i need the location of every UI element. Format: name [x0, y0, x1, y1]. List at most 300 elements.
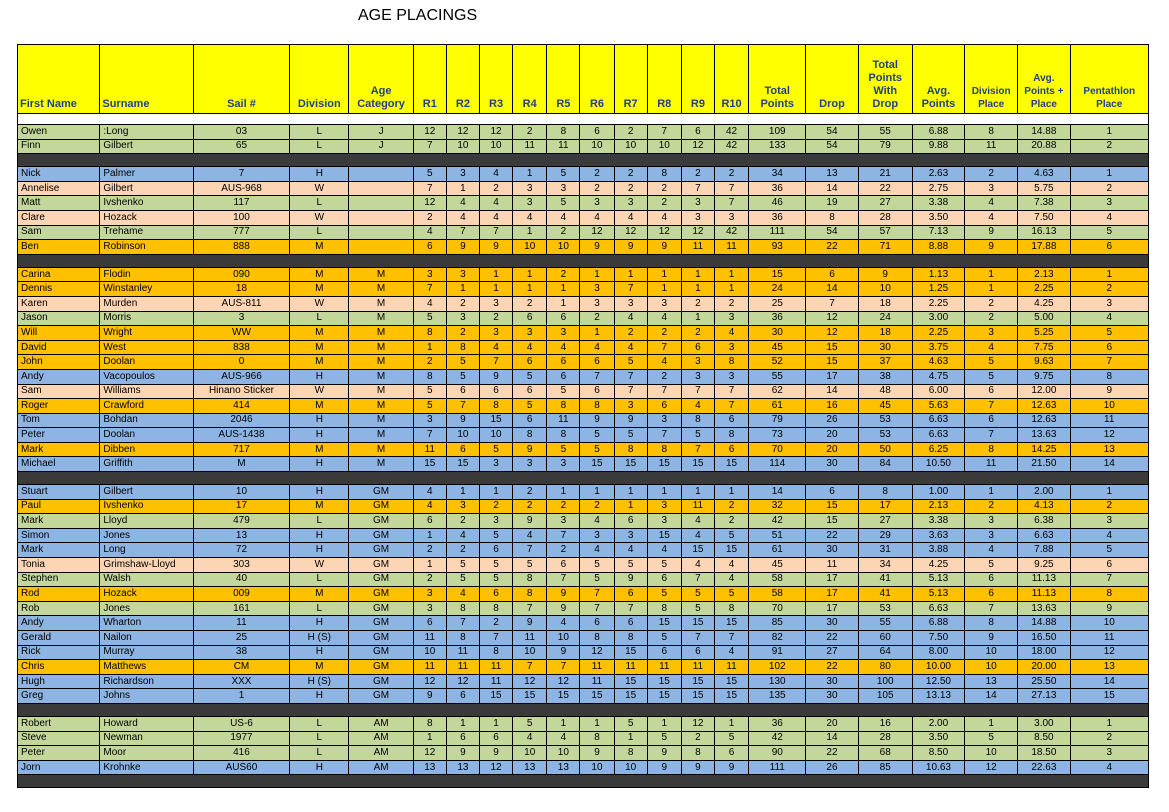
- cell-avg-points-place: 4.25: [1018, 296, 1070, 311]
- table-row: [18, 731, 1149, 746]
- cell-total-points: 42: [749, 731, 806, 746]
- cell-r4: 5: [513, 716, 547, 731]
- cell-drop: 26: [806, 760, 858, 775]
- cell-pentathlon-place: 3: [1070, 746, 1149, 761]
- cell-age-category: GM: [349, 645, 413, 660]
- cell-total-points: 90: [749, 746, 806, 761]
- cell-r4: 1: [513, 267, 547, 282]
- cell-first-name: Tonia: [18, 558, 100, 573]
- cell-drop: 54: [806, 125, 858, 140]
- cell-r1: 12: [413, 674, 446, 689]
- cell-division-place: 9: [965, 631, 1018, 646]
- cell-r7: 5: [614, 716, 647, 731]
- cell-division: M: [290, 442, 349, 457]
- cell-avg-points-place: 14.88: [1018, 125, 1070, 140]
- cell-r1: 3: [413, 413, 446, 428]
- cell-r5: 5: [547, 167, 580, 182]
- cell-first-name: Matt: [18, 196, 100, 211]
- cell-r5: 7: [547, 528, 580, 543]
- cell-first-name: Clare: [18, 210, 100, 225]
- cell-age-category: [349, 196, 413, 211]
- cell-age-category: [349, 181, 413, 196]
- cell-division-place: 14: [965, 689, 1018, 704]
- cell-r10: 2: [714, 514, 748, 529]
- cell-r1: 15: [413, 457, 446, 472]
- cell-r8: 2: [647, 369, 681, 384]
- cell-r3: 6: [480, 384, 513, 399]
- cell-r10: 9: [714, 760, 748, 775]
- cell-division: H: [290, 457, 349, 472]
- cell-r2: 5: [446, 369, 479, 384]
- cell-division-place: 10: [965, 746, 1018, 761]
- col-header-first-name: First Name: [18, 45, 100, 114]
- cell-r2: 9: [446, 240, 479, 255]
- cell-r7: 1: [614, 267, 647, 282]
- cell-drop: 15: [806, 355, 858, 370]
- cell-sail: 18: [193, 282, 289, 297]
- cell-sail: 416: [193, 746, 289, 761]
- cell-r3: 12: [480, 760, 513, 775]
- cell-r3: 2: [480, 311, 513, 326]
- table-row: [18, 746, 1149, 761]
- cell-total-points: 15: [749, 267, 806, 282]
- cell-sail: 2046: [193, 413, 289, 428]
- cell-r2: 4: [446, 528, 479, 543]
- cell-r6: 15: [580, 457, 614, 472]
- table-row: [18, 240, 1149, 255]
- cell-r4: 2: [513, 499, 547, 514]
- cell-sail: 03: [193, 125, 289, 140]
- table-row: [18, 139, 1149, 154]
- cell-r1: 5: [413, 311, 446, 326]
- cell-r4: 2: [513, 485, 547, 500]
- cell-drop: 16: [806, 399, 858, 414]
- table-row: [18, 660, 1149, 675]
- cell-avg-points: 1.13: [912, 267, 964, 282]
- cell-age-category: [349, 240, 413, 255]
- cell-avg-points: 3.75: [912, 340, 964, 355]
- cell-r6: 8: [580, 399, 614, 414]
- cell-r9: 4: [681, 528, 714, 543]
- cell-r7: 15: [614, 674, 647, 689]
- cell-sail: 40: [193, 572, 289, 587]
- cell-total-points: 82: [749, 631, 806, 646]
- cell-r6: 9: [580, 746, 614, 761]
- cell-avg-points-place: 7.75: [1018, 340, 1070, 355]
- cell-r5: 4: [547, 731, 580, 746]
- cell-drop: 30: [806, 616, 858, 631]
- cell-r7: 2: [614, 326, 647, 341]
- cell-division-place: 8: [965, 616, 1018, 631]
- cell-r6: 1: [580, 716, 614, 731]
- cell-r3: 3: [480, 296, 513, 311]
- cell-r9: 7: [681, 572, 714, 587]
- cell-drop: 14: [806, 282, 858, 297]
- cell-total-with-drop: 34: [858, 558, 912, 573]
- cell-r8: 9: [647, 746, 681, 761]
- cell-total-with-drop: 18: [858, 326, 912, 341]
- cell-pentathlon-place: 11: [1070, 413, 1149, 428]
- cell-r2: 2: [446, 296, 479, 311]
- header-spacer-row: [18, 114, 1149, 125]
- cell-surname: Moor: [100, 746, 193, 761]
- cell-surname: Matthews: [100, 660, 193, 675]
- cell-surname: Gilbert: [100, 139, 193, 154]
- cell-avg-points: 2.13: [912, 499, 964, 514]
- cell-drop: 17: [806, 572, 858, 587]
- cell-r8: 15: [647, 689, 681, 704]
- cell-drop: 14: [806, 181, 858, 196]
- cell-r10: 6: [714, 746, 748, 761]
- cell-r1: 3: [413, 601, 446, 616]
- cell-drop: 22: [806, 631, 858, 646]
- cell-r4: 13: [513, 760, 547, 775]
- cell-division: L: [290, 601, 349, 616]
- cell-r1: 2: [413, 543, 446, 558]
- cell-avg-points-place: 7.38: [1018, 196, 1070, 211]
- cell-r7: 1: [614, 485, 647, 500]
- col-header-r10: R10: [714, 45, 748, 114]
- cell-r6: 11: [580, 674, 614, 689]
- cell-sail: 7: [193, 167, 289, 182]
- cell-r4: 12: [513, 674, 547, 689]
- cell-avg-points-place: 27.13: [1018, 689, 1070, 704]
- cell-r6: 2: [580, 181, 614, 196]
- col-header-total-points: Total Points: [749, 45, 806, 114]
- group-separator: [18, 703, 1149, 716]
- cell-total-with-drop: 16: [858, 716, 912, 731]
- cell-age-category: [349, 210, 413, 225]
- cell-total-points: 36: [749, 311, 806, 326]
- cell-r4: 2: [513, 125, 547, 140]
- cell-total-points: 73: [749, 428, 806, 443]
- cell-total-points: 79: [749, 413, 806, 428]
- cell-r6: 12: [580, 645, 614, 660]
- cell-r3: 4: [480, 196, 513, 211]
- cell-r10: 8: [714, 601, 748, 616]
- cell-r4: 7: [513, 543, 547, 558]
- cell-sail: 090: [193, 267, 289, 282]
- cell-r9: 12: [681, 139, 714, 154]
- cell-r1: 5: [413, 399, 446, 414]
- cell-r5: 10: [547, 240, 580, 255]
- separator-cell: [18, 703, 1149, 716]
- cell-pentathlon-place: 1: [1070, 167, 1149, 182]
- cell-r6: 6: [580, 125, 614, 140]
- cell-division: L: [290, 311, 349, 326]
- cell-r2: 4: [446, 587, 479, 602]
- cell-drop: 30: [806, 674, 858, 689]
- table-row: [18, 196, 1149, 211]
- cell-division: M: [290, 499, 349, 514]
- cell-r8: 15: [647, 528, 681, 543]
- table-row: [18, 689, 1149, 704]
- cell-avg-points: 6.00: [912, 384, 964, 399]
- cell-sail: 888: [193, 240, 289, 255]
- cell-division: L: [290, 572, 349, 587]
- cell-r1: 4: [413, 296, 446, 311]
- cell-r3: 2: [480, 181, 513, 196]
- cell-avg-points: 3.38: [912, 514, 964, 529]
- cell-avg-points: 7.13: [912, 225, 964, 240]
- cell-division-place: 4: [965, 196, 1018, 211]
- cell-r8: 4: [647, 311, 681, 326]
- cell-avg-points: 1.00: [912, 485, 964, 500]
- cell-r8: 1: [647, 716, 681, 731]
- cell-age-category: GM: [349, 514, 413, 529]
- cell-r3: 4: [480, 210, 513, 225]
- cell-age-category: GM: [349, 558, 413, 573]
- cell-surname: Ivshenko: [100, 499, 193, 514]
- cell-r8: 7: [647, 384, 681, 399]
- cell-r9: 12: [681, 716, 714, 731]
- group-separator: [18, 254, 1149, 267]
- cell-surname: Griffith: [100, 457, 193, 472]
- cell-sail: AUS-966: [193, 369, 289, 384]
- cell-age-category: M: [349, 428, 413, 443]
- cell-first-name: Dennis: [18, 282, 100, 297]
- cell-division: L: [290, 196, 349, 211]
- cell-r2: 2: [446, 514, 479, 529]
- table-row: [18, 167, 1149, 182]
- table-row: [18, 716, 1149, 731]
- cell-total-points: 61: [749, 543, 806, 558]
- cell-total-points: 52: [749, 355, 806, 370]
- cell-first-name: Mark: [18, 514, 100, 529]
- cell-avg-points-place: 12.63: [1018, 399, 1070, 414]
- cell-r10: 3: [714, 340, 748, 355]
- cell-r5: 6: [547, 311, 580, 326]
- cell-r4: 6: [513, 355, 547, 370]
- cell-total-with-drop: 18: [858, 296, 912, 311]
- cell-division: W: [290, 210, 349, 225]
- cell-drop: 22: [806, 660, 858, 675]
- cell-r7: 7: [614, 369, 647, 384]
- cell-r9: 3: [681, 196, 714, 211]
- cell-sail: 479: [193, 514, 289, 529]
- cell-r5: 3: [547, 326, 580, 341]
- cell-drop: 7: [806, 296, 858, 311]
- cell-r7: 15: [614, 689, 647, 704]
- cell-surname: Vacopoulos: [100, 369, 193, 384]
- table-row: [18, 311, 1149, 326]
- cell-pentathlon-place: 8: [1070, 369, 1149, 384]
- cell-r1: 8: [413, 326, 446, 341]
- cell-r10: 2: [714, 167, 748, 182]
- cell-drop: 13: [806, 167, 858, 182]
- cell-r7: 4: [614, 340, 647, 355]
- cell-pentathlon-place: 15: [1070, 689, 1149, 704]
- cell-r3: 15: [480, 689, 513, 704]
- cell-surname: Wharton: [100, 616, 193, 631]
- cell-r8: 7: [647, 340, 681, 355]
- cell-r4: 6: [513, 413, 547, 428]
- group-separator: [18, 154, 1149, 167]
- cell-pentathlon-place: 8: [1070, 587, 1149, 602]
- cell-first-name: Michael: [18, 457, 100, 472]
- cell-total-with-drop: 85: [858, 760, 912, 775]
- cell-r3: 7: [480, 631, 513, 646]
- cell-avg-points-place: 18.00: [1018, 645, 1070, 660]
- cell-pentathlon-place: 10: [1070, 399, 1149, 414]
- cell-r3: 4: [480, 340, 513, 355]
- cell-total-points: 51: [749, 528, 806, 543]
- cell-total-points: 25: [749, 296, 806, 311]
- cell-first-name: Greg: [18, 689, 100, 704]
- table-row: [18, 631, 1149, 646]
- cell-pentathlon-place: 11: [1070, 631, 1149, 646]
- table-row: [18, 413, 1149, 428]
- cell-r1: 2: [413, 572, 446, 587]
- col-header-division-place: Division Place: [965, 45, 1018, 114]
- cell-age-category: M: [349, 355, 413, 370]
- cell-r3: 9: [480, 369, 513, 384]
- table-row: [18, 601, 1149, 616]
- cell-r1: 6: [413, 514, 446, 529]
- cell-total-points: 133: [749, 139, 806, 154]
- cell-division-place: 1: [965, 267, 1018, 282]
- cell-r6: 5: [580, 572, 614, 587]
- cell-surname: Jones: [100, 528, 193, 543]
- cell-r2: 6: [446, 689, 479, 704]
- cell-r10: 8: [714, 428, 748, 443]
- cell-r5: 13: [547, 760, 580, 775]
- cell-age-category: AM: [349, 731, 413, 746]
- cell-r8: 7: [647, 125, 681, 140]
- cell-r1: 2: [413, 355, 446, 370]
- cell-first-name: Paul: [18, 499, 100, 514]
- cell-total-with-drop: 28: [858, 731, 912, 746]
- cell-division: M: [290, 399, 349, 414]
- cell-r8: 6: [647, 572, 681, 587]
- cell-r1: 7: [413, 428, 446, 443]
- cell-r7: 11: [614, 660, 647, 675]
- cell-avg-points-place: 5.25: [1018, 326, 1070, 341]
- cell-sail: 717: [193, 442, 289, 457]
- col-header-r8: R8: [647, 45, 681, 114]
- table-row: [18, 442, 1149, 457]
- cell-division-place: 6: [965, 587, 1018, 602]
- cell-r9: 11: [681, 240, 714, 255]
- cell-total-points: 14: [749, 485, 806, 500]
- cell-r1: 12: [413, 746, 446, 761]
- cell-r2: 3: [446, 267, 479, 282]
- table-row: [18, 125, 1149, 140]
- cell-division: M: [290, 660, 349, 675]
- cell-sail: 1977: [193, 731, 289, 746]
- cell-surname: Grimshaw-Lloyd: [100, 558, 193, 573]
- cell-r2: 11: [446, 645, 479, 660]
- cell-r5: 4: [547, 340, 580, 355]
- cell-r8: 15: [647, 457, 681, 472]
- cell-r6: 2: [580, 499, 614, 514]
- cell-total-points: 91: [749, 645, 806, 660]
- cell-division-place: 2: [965, 311, 1018, 326]
- cell-r5: 8: [547, 125, 580, 140]
- cell-r6: 4: [580, 210, 614, 225]
- cell-total-points: 34: [749, 167, 806, 182]
- cell-r5: 1: [547, 296, 580, 311]
- table-row: [18, 296, 1149, 311]
- cell-r9: 2: [681, 731, 714, 746]
- cell-total-with-drop: 68: [858, 746, 912, 761]
- cell-total-with-drop: 28: [858, 210, 912, 225]
- cell-r9: 12: [681, 225, 714, 240]
- cell-age-category: GM: [349, 616, 413, 631]
- cell-surname: Palmer: [100, 167, 193, 182]
- cell-avg-points: 5.13: [912, 572, 964, 587]
- cell-r10: 8: [714, 355, 748, 370]
- cell-r9: 2: [681, 167, 714, 182]
- cell-drop: 26: [806, 413, 858, 428]
- cell-r2: 2: [446, 543, 479, 558]
- cell-r10: 1: [714, 267, 748, 282]
- cell-division-place: 3: [965, 514, 1018, 529]
- cell-r4: 15: [513, 689, 547, 704]
- cell-r4: 9: [513, 442, 547, 457]
- cell-sail: M: [193, 457, 289, 472]
- cell-r3: 7: [480, 225, 513, 240]
- cell-division-place: 1: [965, 282, 1018, 297]
- cell-r6: 5: [580, 442, 614, 457]
- cell-r9: 11: [681, 660, 714, 675]
- cell-pentathlon-place: 1: [1070, 125, 1149, 140]
- cell-r1: 2: [413, 210, 446, 225]
- cell-r3: 8: [480, 601, 513, 616]
- cell-age-category: M: [349, 457, 413, 472]
- cell-first-name: Jorn: [18, 760, 100, 775]
- cell-avg-points: 4.75: [912, 369, 964, 384]
- separator-cell: [18, 114, 1149, 125]
- cell-r10: 15: [714, 543, 748, 558]
- cell-division-place: 7: [965, 399, 1018, 414]
- cell-r9: 15: [681, 616, 714, 631]
- col-header-r6: R6: [580, 45, 614, 114]
- cell-sail: 1: [193, 689, 289, 704]
- cell-avg-points-place: 6.38: [1018, 514, 1070, 529]
- cell-r4: 5: [513, 558, 547, 573]
- cell-age-category: M: [349, 340, 413, 355]
- cell-r5: 15: [547, 689, 580, 704]
- cell-r4: 1: [513, 282, 547, 297]
- cell-r2: 9: [446, 746, 479, 761]
- cell-avg-points-place: 7.50: [1018, 210, 1070, 225]
- cell-division: H (S): [290, 631, 349, 646]
- table-row: [18, 674, 1149, 689]
- cell-r8: 5: [647, 631, 681, 646]
- cell-r2: 6: [446, 384, 479, 399]
- cell-r2: 11: [446, 660, 479, 675]
- cell-r9: 9: [681, 760, 714, 775]
- cell-r5: 6: [547, 355, 580, 370]
- cell-surname: Ivshenko: [100, 196, 193, 211]
- cell-sail: Hinano Sticker: [193, 384, 289, 399]
- cell-age-category: M: [349, 267, 413, 282]
- cell-pentathlon-place: 7: [1070, 355, 1149, 370]
- cell-r3: 10: [480, 428, 513, 443]
- cell-r4: 10: [513, 645, 547, 660]
- cell-r2: 3: [446, 499, 479, 514]
- cell-r4: 10: [513, 240, 547, 255]
- cell-r1: 8: [413, 716, 446, 731]
- cell-avg-points-place: 11.13: [1018, 572, 1070, 587]
- cell-avg-points: 4.25: [912, 558, 964, 573]
- table-row: [18, 282, 1149, 297]
- cell-division-place: 3: [965, 181, 1018, 196]
- cell-r6: 2: [580, 311, 614, 326]
- separator-cell: [18, 472, 1149, 485]
- cell-r1: 8: [413, 369, 446, 384]
